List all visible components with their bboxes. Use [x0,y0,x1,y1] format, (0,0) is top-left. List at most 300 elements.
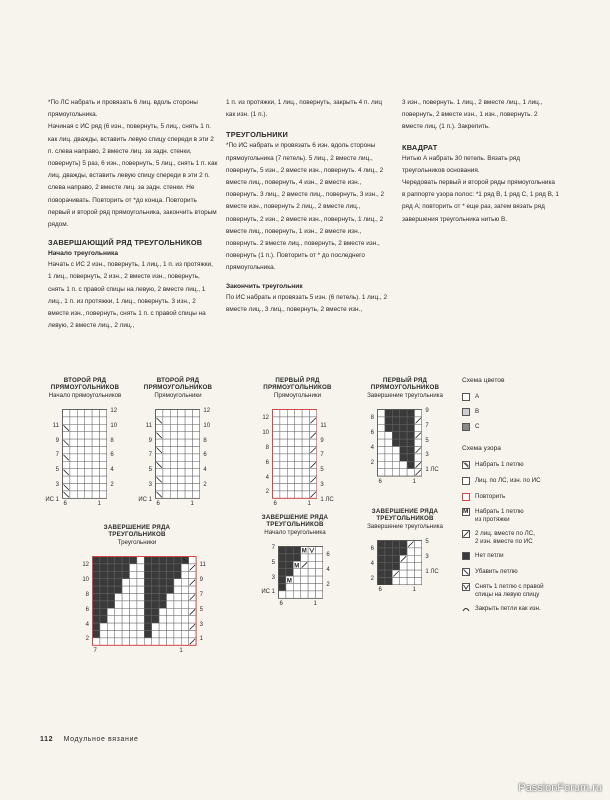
row-number: 4 [203,467,207,474]
stitch-cell [70,476,77,483]
stitch-cell [100,586,107,593]
chart-title: ПЕРВЫЙ РЯД [382,377,428,384]
stitch-cell [378,570,385,577]
stitch-cell [93,616,100,623]
stitch-cell [156,454,163,461]
chart-subtitle: Прямоугольники [273,391,322,399]
stitch-cell [392,563,399,570]
stitch-cell [107,623,114,630]
stitch-cell [310,439,317,446]
stitch-cell [178,417,185,424]
row-number: 1 ЛС [320,496,334,503]
stitch-cell [77,461,84,468]
row-number: 1 [313,600,317,607]
stitch-cell [286,569,293,576]
page-footer [40,736,138,743]
stitch-cell [273,432,280,439]
stitch-cell [302,454,309,461]
stitch-cell [293,554,300,561]
row-number: 4 [110,467,114,474]
stitch-cell [385,454,392,461]
stitch-cell [100,564,107,571]
stitch-cell [295,410,302,417]
stitch-cell [63,461,70,468]
stitch-cell [273,476,280,483]
chart-finishing-triangle-start [250,514,340,614]
row-number: 1 [412,478,416,485]
stitch-cell [181,623,188,630]
stitch-cell [302,476,309,483]
stitch-cell [280,410,287,417]
stitch-cell [400,439,407,446]
stitch-cell [167,623,174,630]
stitch-cell [308,591,315,598]
row-number: 2 [370,576,374,582]
stitch-cell [77,491,84,498]
row-number: 6 [63,500,67,507]
stitch-cell [295,469,302,476]
stitch-cell [193,410,200,417]
row-number: 9 [199,577,203,584]
decrease-icon [462,568,470,576]
chart-subtitle: Начало прямоугольников [48,391,122,399]
stitch-cell [407,447,414,454]
stitch-cell [400,548,407,555]
chart-subtitle: Прямоугольники [154,391,202,399]
stitch-cell [152,557,159,564]
stitch-cell [378,454,385,461]
repeat-icon [462,493,470,501]
stitch-cell [287,447,294,454]
row-number: 7 [271,545,275,551]
stitch-cell [170,410,177,417]
row-number: 7 [425,422,429,429]
stitch-cell [93,564,100,571]
stitch-cell [385,424,392,431]
row-number: 3 [425,452,429,459]
stitch-cell [273,484,280,491]
stitch-cell [407,424,414,431]
stitch-cell [167,601,174,608]
row-number: 12 [110,408,118,414]
row-number: 11 [145,422,152,429]
stitch-cell [85,410,92,417]
chart-title: ТРЕУГОЛЬНИКОВ [376,515,434,523]
stitch-cell [392,447,399,454]
row-number: 9 [425,408,429,414]
stitch-cell [280,476,287,483]
row-number: 1 [412,587,416,594]
stitch-cell [170,454,177,461]
stitch-cell [378,469,385,476]
stitch-cell [159,631,166,638]
stitch-cell [122,608,129,615]
stitch-cell [400,570,407,577]
row-number: 10 [262,430,269,437]
chart-first-row-triangle-end [355,377,455,487]
stitch-cell [163,410,170,417]
paragraph: *По ЛС набрать и провязать 6 лиц. вдоль стороны прямоугольника. [48,99,198,119]
stitch-cell [163,469,170,476]
stitch-cell [392,548,399,555]
stitch-cell [295,461,302,468]
stitch-cell [308,576,315,583]
stitch-cell [130,594,137,601]
stitch-cell [100,616,107,623]
stitch-cell [122,623,129,630]
stitch-cell [287,469,294,476]
stitch-cell [185,491,192,498]
stitch-cell [122,631,129,638]
stitch-cell [400,432,407,439]
stitch-cell [144,601,151,608]
stitch-cell [308,554,315,561]
stitch-cell [70,461,77,468]
stitch-cell [189,571,196,578]
stitch-cell [273,417,280,424]
stitch-cell [293,591,300,598]
stitch-cell [77,417,84,424]
stitch-cell [115,608,122,615]
knit-stitch-icon [462,477,470,485]
legend-label: Набрать 1 петлю [475,461,524,468]
stitch-cell [100,623,107,630]
row-number: 11 [320,422,327,429]
stitch-cell [392,439,399,446]
legend-label: Убавить петлю [475,568,518,575]
stitch-cell [316,576,323,583]
row-number: ИС 1 [45,496,59,503]
stitch-cell [152,616,159,623]
row-number: 6 [265,459,269,466]
stitch-cell [280,454,287,461]
stitch-cell [163,432,170,439]
stitch-cell [156,469,163,476]
row-number: 12 [82,562,89,569]
stitch-cell [167,571,174,578]
stitch-cell [295,432,302,439]
row-number: 2 [110,482,114,488]
stitch-cell [385,469,392,476]
stitch-cell [93,631,100,638]
stitch-cell [385,410,392,417]
row-number: 6 [378,478,382,485]
stitch-cell [100,579,107,586]
chart-title: ЗАВЕРШЕНИЕ РЯДА [371,508,439,515]
chart-second-row-rectangles [133,377,223,512]
stitch-cell [316,569,323,576]
row-number: 2 [326,582,330,588]
stitch-cell [85,424,92,431]
stitch-cell [273,424,280,431]
stitch-cell [107,638,114,645]
stitch-cell [167,594,174,601]
stitch-cell [193,417,200,424]
stitch-cell [156,484,163,491]
row-number: 6 [85,606,89,613]
paragraph: *По ИС набрать и провязать 6 изн. вдоль стороны прямоугольника (7 петель). 5 лиц., 2 вместе лиц., повернуть, 5 изн., 2 вместе изн., повернуть. 4 лиц., 2 вместе лиц., повернуть, 4 изн., 2 вместе изн., повернуть. 3 лиц., 2 вместе лиц., повернуть, 3 изн., 2 вместе изн., повернуть 2 лиц., 2 вместе лиц., повернуть, 2 изн., 2 вместе изн., повернуть, 1 лиц., 2 вместе лиц., повернуть, 1 изн., 2 вместе изн., повернуть. 2 вместе лиц., повернуть, 2 вместе изн., повернуть (1 п.). Повторить от * до последнего прямоугольника. [226,142,385,272]
row-number: 5 [199,606,203,613]
stitch-cell [286,591,293,598]
stitch-cell [137,631,144,638]
stitch-cell [193,476,200,483]
stitch-cell [130,579,137,586]
stitch-cell [279,554,286,561]
stitch-grid [377,409,422,477]
stitch-cell [415,439,422,446]
row-number: 5 [320,467,324,474]
stitch-cell [144,571,151,578]
stitch-cell [137,608,144,615]
stitch-cell [286,547,293,554]
row-number: 5 [425,539,429,545]
stitch-cell [144,623,151,630]
stitch-cell [115,564,122,571]
legend-label: C [475,423,480,430]
stitch-cell [85,491,92,498]
stitch-cell [122,638,129,645]
stitch-cell [159,571,166,578]
stitch-cell [93,557,100,564]
stitch-cell [167,564,174,571]
stitch-cell [400,578,407,585]
k2tog-icon [462,530,470,538]
row-number: 4 [326,567,330,574]
stitch-cell [392,541,399,548]
stitch-cell [100,608,107,615]
color-b-swatch [462,408,470,416]
stitch-cell [280,491,287,498]
stitch-cell [115,579,122,586]
stitch-cell [378,563,385,570]
stitch-cell [130,616,137,623]
stitch-cell [295,439,302,446]
stitch-cell [63,417,70,424]
stitch-cell [302,432,309,439]
stitch-cell [167,616,174,623]
stitch-cell [70,417,77,424]
stitch-cell [287,424,294,431]
stitch-cell [100,601,107,608]
stitch-cell [170,461,177,468]
stitch-cell [92,424,99,431]
stitch-cell [107,594,114,601]
row-number: 3 [55,482,59,488]
stitch-cell [70,469,77,476]
stitch-cell [137,571,144,578]
stitch-cell [174,623,181,630]
stitch-cell [400,469,407,476]
stitch-cell [63,476,70,483]
stitch-cell [93,571,100,578]
chart-title: ВТОРОЙ РЯД [156,377,200,384]
row-number: 5 [148,467,152,474]
stitch-cell [115,631,122,638]
legend-label: B [475,408,480,415]
stitch-cell [287,417,294,424]
stitch-cell [100,476,107,483]
stitch-cell [130,631,137,638]
stitch-cell [193,484,200,491]
stitch-cell [100,424,107,431]
row-number: 1 [199,636,203,643]
stitch-cell [100,491,107,498]
stitch-cell [130,638,137,645]
stitch-cell [310,424,317,431]
stitch-cell [385,541,392,548]
stitch-cell [286,584,293,591]
stitch-cell [385,563,392,570]
stitch-cell [310,484,317,491]
stitch-cell [159,601,166,608]
row-number: 3 [271,574,275,581]
row-number: 3 [425,553,429,560]
stitch-cell [130,601,137,608]
paragraph: По ИС набрать и провязать 5 изн. (6 петель). 1 лиц., 2 вместе лиц., 3 лиц., повернуть, 2 вместе изн., [226,293,387,313]
stitch-cell [174,608,181,615]
chart-first-row-rectangles [250,377,345,512]
stitch-cell [92,410,99,417]
stitch-cell [85,484,92,491]
stitch-cell [77,454,84,461]
stitch-cell [301,591,308,598]
stitch-cell [193,469,200,476]
stitch-cell [193,447,200,454]
stitch-cell [407,417,414,424]
stitch-cell [70,491,77,498]
row-number: 5 [425,437,429,444]
stitch-cell [407,410,414,417]
stitch-cell [85,461,92,468]
stitch-cell [144,608,151,615]
stitch-cell [287,461,294,468]
stitch-cell [115,586,122,593]
paragraph: Чередовать первый и второй ряды прямоугольника в раппорте узора полос: *1 ряд В, 1 ряд С, 1 ряд В, 1 ряд А; повторить от * еще раз, затем вязать ряд завершения треугольника нитью В. [402,179,559,223]
stitch-grid [62,409,107,499]
stitch-cell [115,638,122,645]
row-number: 6 [326,552,330,559]
stitch-cell [415,454,422,461]
stitch-cell [92,439,99,446]
stitch-cell [152,564,159,571]
stitch-cell [159,616,166,623]
row-number: 6 [370,546,374,553]
row-number: 7 [55,452,59,459]
stitch-cell [152,608,159,615]
no-stitch-icon [462,552,470,560]
stitch-cell [407,548,414,555]
stitch-cell [100,638,107,645]
stitch-cell [159,586,166,593]
chart-title: ПРЯМОУГОЛЬНИКОВ [50,384,120,392]
stitch-cell [392,469,399,476]
stitch-cell [122,579,129,586]
paragraph: Нитью А набрать 30 петель. Вязать ряд треугольников основания. [402,154,520,174]
stitch-cell [287,432,294,439]
stitch-cell [100,594,107,601]
stitch-cell [163,461,170,468]
stitch-cell [185,469,192,476]
stitch-cell [144,616,151,623]
stitch-cell [193,454,200,461]
stitch-cell [70,424,77,431]
chart-title: ПРЯМОУГОЛЬНИКОВ [370,384,440,392]
stitch-cell [316,561,323,568]
row-number: 1 [97,500,101,507]
stitch-cell [385,555,392,562]
chart-subtitle: Треугольники [117,538,157,546]
stitch-cell [316,547,323,554]
row-number: 9 [55,437,59,444]
stitch-cell [400,454,407,461]
stitch-cell [107,586,114,593]
stitch-cell [170,447,177,454]
stitch-cell [122,594,129,601]
stitch-cell [100,461,107,468]
row-number: 10 [203,422,211,429]
row-number: 9 [148,437,152,444]
stitch-cell [115,623,122,630]
row-number: 8 [85,592,89,598]
row-number: 12 [262,415,269,422]
stitch-cell [93,594,100,601]
stitch-cell [308,584,315,591]
slip-stitch-icon [462,583,470,591]
row-number: 1 [307,500,311,507]
stitch-cell [107,571,114,578]
stitch-cell [287,454,294,461]
stitch-cell [415,548,422,555]
row-number: 7 [93,647,97,654]
stitch-cell [280,447,287,454]
stitch-cell [100,447,107,454]
stitch-cell [122,571,129,578]
stitch-cell [415,563,422,570]
chart-finishing-triangles [62,524,212,664]
stitch-cell [159,564,166,571]
stitch-cell [378,541,385,548]
stitch-cell [122,616,129,623]
stitch-cell [378,417,385,424]
stitch-cell [77,484,84,491]
stitch-cell [279,584,286,591]
stitch-cell [287,491,294,498]
row-number: 6 [279,600,283,607]
stitch-cell [107,608,114,615]
stitch-cell [280,424,287,431]
chart-title: ПРЯМОУГОЛЬНИКОВ [263,384,332,392]
stitch-cell [100,557,107,564]
stitch-cell [77,447,84,454]
stitch-cell [392,578,399,585]
stitch-cell [63,432,70,439]
stitch-cell [295,484,302,491]
stitch-cell [92,469,99,476]
stitch-cell [167,638,174,645]
stitch-cell [193,424,200,431]
legend-label: A [475,393,480,400]
stitch-cell [178,424,185,431]
stitch-cell [273,454,280,461]
legend-colors-title: Схема цветов [462,377,505,384]
chart-subtitle: Завершение треугольника [367,391,443,399]
stitch-cell [378,555,385,562]
stitch-cell [400,541,407,548]
stitch-cell [181,638,188,645]
stitch-cell [85,432,92,439]
stitch-cell [130,586,137,593]
chart-title: ПЕРВЫЙ РЯД [275,377,320,384]
